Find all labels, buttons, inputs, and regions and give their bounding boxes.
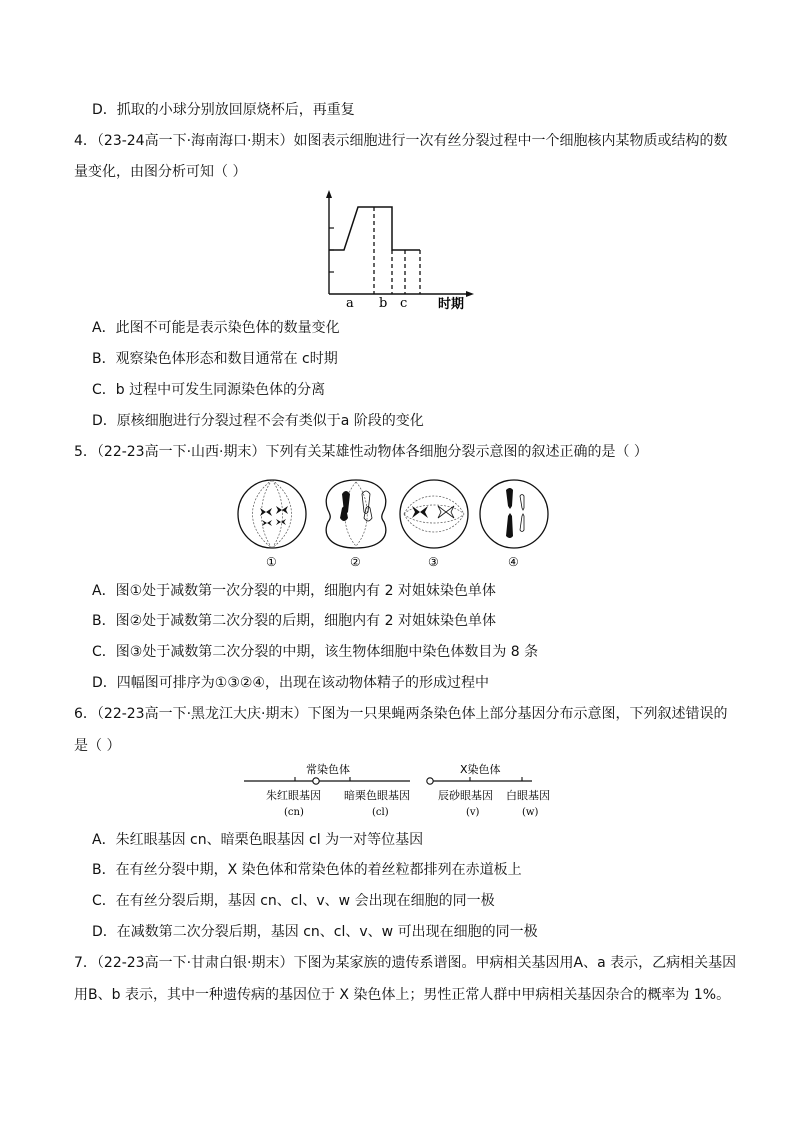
q6-option-a: A．朱红眼基因 cn、暗栗色眼基因 cl 为一对等位基因 [92, 832, 424, 848]
q5-cell-4 [480, 480, 548, 569]
q5-cell-1 [238, 480, 306, 569]
q4-option-b: B．观察染色体形态和数目通常在 c时期 [92, 351, 338, 367]
q5-option-a: A．图①处于减数第一次分裂的中期，细胞内有 2 对姐妹染色单体 [92, 583, 496, 599]
q3-option-d: D．抓取的小球分别放回原烧杯后，再重复 [92, 102, 355, 118]
q5-label-3: ③ [428, 555, 439, 569]
q6-xchrom-centromere [427, 778, 433, 784]
q6-chromosome-gene-map [240, 760, 570, 822]
q6-gene-v-label: 辰砂眼基因 [438, 789, 493, 802]
q5-option-c: C．图③处于减数第二次分裂的中期，该生物体细胞中染色体数目为 8 条 [92, 644, 539, 660]
q4-option-c: C．b 过程中可发生同源染色体的分离 [92, 382, 326, 398]
q5-label-1: ① [266, 555, 277, 569]
q7-stem-line1: 7．（22-23高一下·甘肃白银·期末）下图为某家族的遗传系谱图。甲病相关基因用A、a 表示，乙病相关基因 [74, 955, 737, 971]
q6-stem-line2: 是（ ） [74, 738, 121, 754]
q5-option-d: D．四幅图可排序为①③②④，出现在该动物体精子的形成过程中 [92, 675, 489, 691]
q4-x-label: 时期 [438, 297, 465, 312]
q5-label-2: ② [350, 555, 361, 569]
q4-x-axis-arrow [466, 291, 474, 297]
q4-option-d: D．原核细胞进行分裂过程不会有类似于a 阶段的变化 [92, 413, 424, 429]
q6-gene-w-symbol: (w) [522, 807, 539, 818]
q5-cell-diagrams [236, 474, 556, 570]
q6-autosome-label: 常染色体 [306, 763, 350, 776]
q6-gene-cn-symbol: (cn) [284, 807, 304, 818]
q6-option-b: B．在有丝分裂中期，X 染色体和常染色体的着丝粒都排列在赤道板上 [92, 862, 522, 878]
q4-label-b: b [379, 296, 388, 311]
q4-stem-line2: 量变化，由图分析可知（ ） [74, 164, 247, 180]
q4-option-a: A．此图不可能是表示染色体的数量变化 [92, 320, 340, 336]
q7-stem-line2: 用B、b 表示，其中一种遗传病的基因位于 X 染色体上；男性正常人群中甲病相关基因杂合的概率为 1%。 [74, 987, 731, 1003]
q6-autosome-centromere [313, 778, 319, 784]
q5-stem: 5．（22-23高一下·山西·期末）下列有关某雄性动物体各细胞分裂示意图的叙述正确的是（ ） [74, 444, 648, 460]
q4-y-axis-arrow [326, 190, 332, 198]
q4-label-c: c [400, 296, 408, 311]
q6-gene-cl-symbol: (cl) [372, 807, 389, 818]
q5-cell-2 [326, 480, 386, 569]
q6-xchrom-label: X染色体 [460, 763, 501, 776]
q6-gene-v-symbol: (v) [466, 807, 480, 818]
q6-option-d: D．在减数第二次分裂后期，基因 cn、cl、v、w 可出现在细胞的同一极 [92, 924, 538, 940]
q5-label-4: ④ [508, 555, 519, 569]
q4-line-chart [318, 188, 478, 314]
q4-label-a: a [346, 296, 354, 311]
q4-stem-line1: 4．（23-24高一下·海南海口·期末）如图表示细胞进行一次有丝分裂过程中一个细胞核内某物质或结构的数 [74, 133, 728, 149]
q6-option-c: C．在有丝分裂后期，基因 cn、cl、v、w 会出现在细胞的同一极 [92, 893, 495, 909]
q5-cell-3 [400, 480, 468, 569]
q6-gene-w-label: 白眼基因 [506, 789, 550, 802]
q6-gene-cn-label: 朱红眼基因 [266, 789, 321, 802]
q5-option-b: B．图②处于减数第二次分裂的后期，细胞内有 2 对姐妹染色单体 [92, 613, 496, 629]
q6-gene-cl-label: 暗栗色眼基因 [344, 789, 410, 802]
q6-stem-line1: 6．（22-23高一下·黑龙江大庆·期末）下图为一只果蝇两条染色体上部分基因分布示意图，下列叙述错误的 [74, 706, 728, 722]
